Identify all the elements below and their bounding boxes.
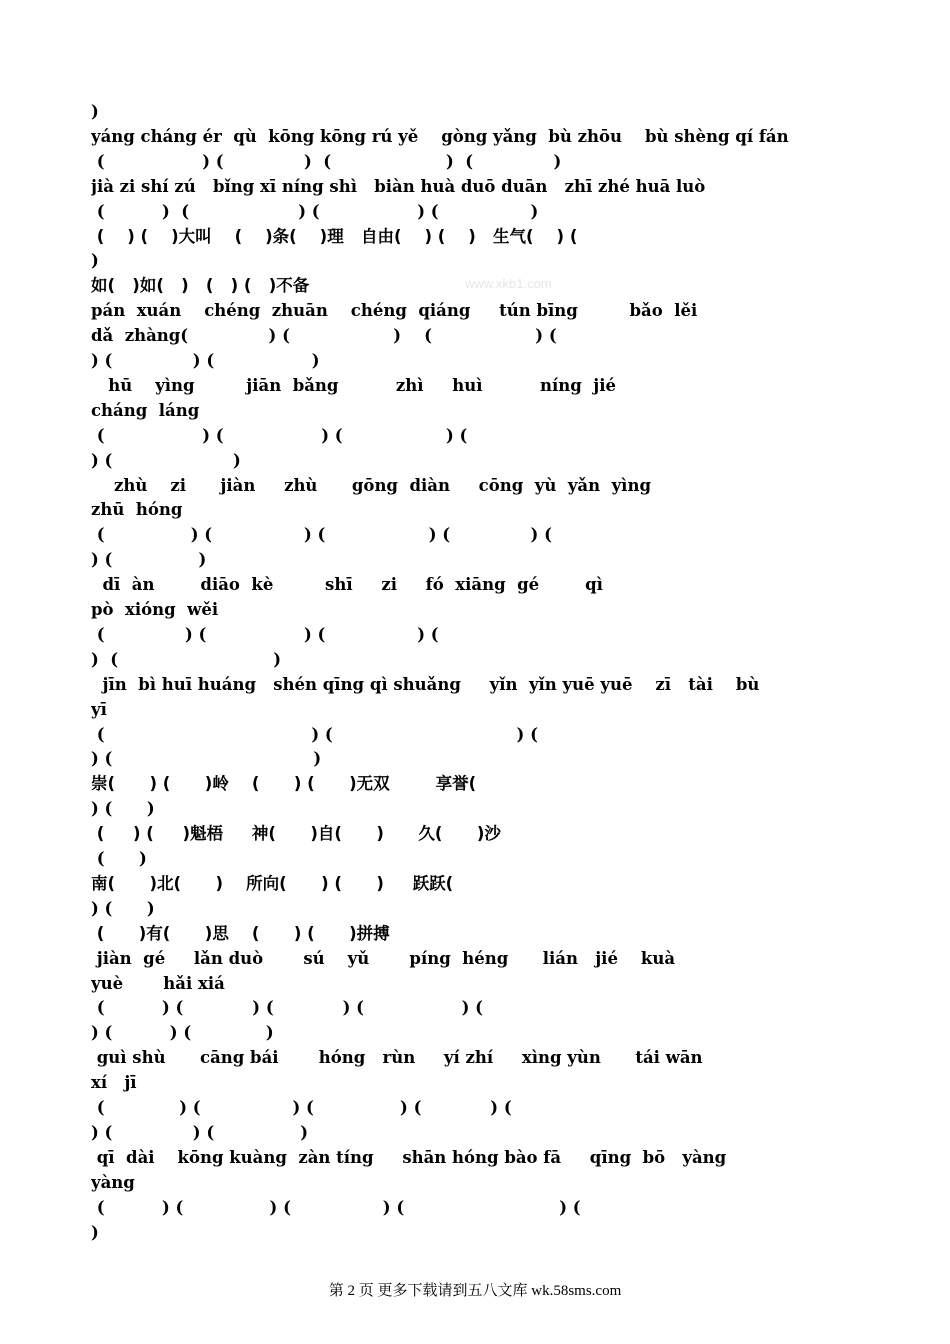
text-line: ( ) ( ) ( <box>91 724 538 744</box>
text-line: cháng láng <box>91 400 200 420</box>
text-line: ( ) ( ) ( ) ( <box>91 624 439 644</box>
text-line: ) ( ) <box>91 749 322 769</box>
text-line: yáng cháng ér qù kōng kōng rú yě gòng yǎng bù zhōu bù shèng qí fán <box>91 126 789 146</box>
text-line: yuè hǎi xiá <box>91 973 225 993</box>
text-line: ( ) ( ) ( ) ( ) ( <box>91 998 483 1018</box>
text-line: yàng <box>91 1172 135 1192</box>
text-line: 如( )如( ) ( ) ( )不备 <box>91 276 310 296</box>
text-line: ) ( ) ( ) <box>91 1122 309 1142</box>
text-line: dǎ zhàng( ) ( ) ( ) ( <box>91 326 557 346</box>
text-line: ( ) ( ) ( ) ( ) <box>91 151 562 171</box>
text-line: yī <box>91 699 107 719</box>
text-line: pò xióng wěi <box>91 600 219 619</box>
text-line: ) ( ) <box>91 799 155 819</box>
text-line: guì shù cāng bái hóng rùn yí zhí xìng yùn tái wān <box>91 1048 703 1068</box>
text-line: ( ) ( ) ( ) ( ) ( <box>91 1197 581 1217</box>
text-line: ) <box>91 102 99 121</box>
text-line: zhū hóng <box>91 500 183 520</box>
text-line: hū yìng jiān bǎng zhì huì níng jié <box>91 375 616 395</box>
text-line: jiàn gé lǎn duò sú yǔ píng héng lián jié kuà <box>91 948 676 968</box>
text-line: 南( )北( ) 所向( ) ( ) 跃跃( <box>91 873 454 893</box>
text-line: ( ) ( ) ( ) ( <box>91 425 468 445</box>
text-line: ) ( ) <box>91 898 155 918</box>
text-line: ( ) ( )魁梧 神( )自( ) 久( )沙 <box>91 824 501 844</box>
text-line: ) <box>91 1222 99 1242</box>
text-line: ( ) ( ) ( ) ( ) ( <box>91 1098 512 1117</box>
text-line: ) <box>91 251 99 271</box>
watermark: www.xkb1.com <box>465 276 552 291</box>
text-line: ( ) ( ) ( ) ( ) ( <box>91 525 552 545</box>
text-line: ) ( ) <box>91 550 207 570</box>
text-line: ( ) <box>91 849 147 868</box>
text-line: ) ( ) ( ) <box>91 1023 274 1043</box>
text-line: jīn bì huī huáng shén qīng qì shuǎng yǐn yǐn yuē yuē zī tài bù <box>91 674 760 694</box>
text-line: zhù zi jiàn zhù gōng diàn cōng yù yǎn yìng <box>91 475 651 495</box>
text-line: ( ) ( ) ( ) ( ) <box>91 201 539 221</box>
text-line: pán xuán chéng zhuān chéng qiáng tún bīng bǎo lěi <box>91 301 698 321</box>
page-footer: 第 2 页 更多下载请到五八文库 wk.58sms.com <box>328 1283 622 1299</box>
text-line: 崇( ) ( )岭 ( ) ( )无双 享誉( <box>91 774 477 794</box>
text-line: ( )有( )思 ( ) ( )拼搏 <box>91 923 390 943</box>
text-line: ) ( ) ( ) <box>91 351 320 370</box>
text-line: xí jī <box>91 1073 137 1093</box>
text-line: ( ) ( )大叫 ( )条( )理 自由( ) ( ) 生气( ) ( <box>91 226 578 246</box>
text-line: ) ( ) <box>91 649 282 669</box>
text-line: ) ( ) <box>91 450 241 470</box>
text-line: dī àn diāo kè shī zi fó xiāng gé qì <box>91 575 603 595</box>
text-line: qī dài kōng kuàng zàn tíng shān hóng bào fā qīng bō yàng <box>91 1147 727 1167</box>
text-line: jià zi shí zú bǐng xī níng shì biàn huà duō duān zhī zhé huā luò <box>91 176 706 196</box>
